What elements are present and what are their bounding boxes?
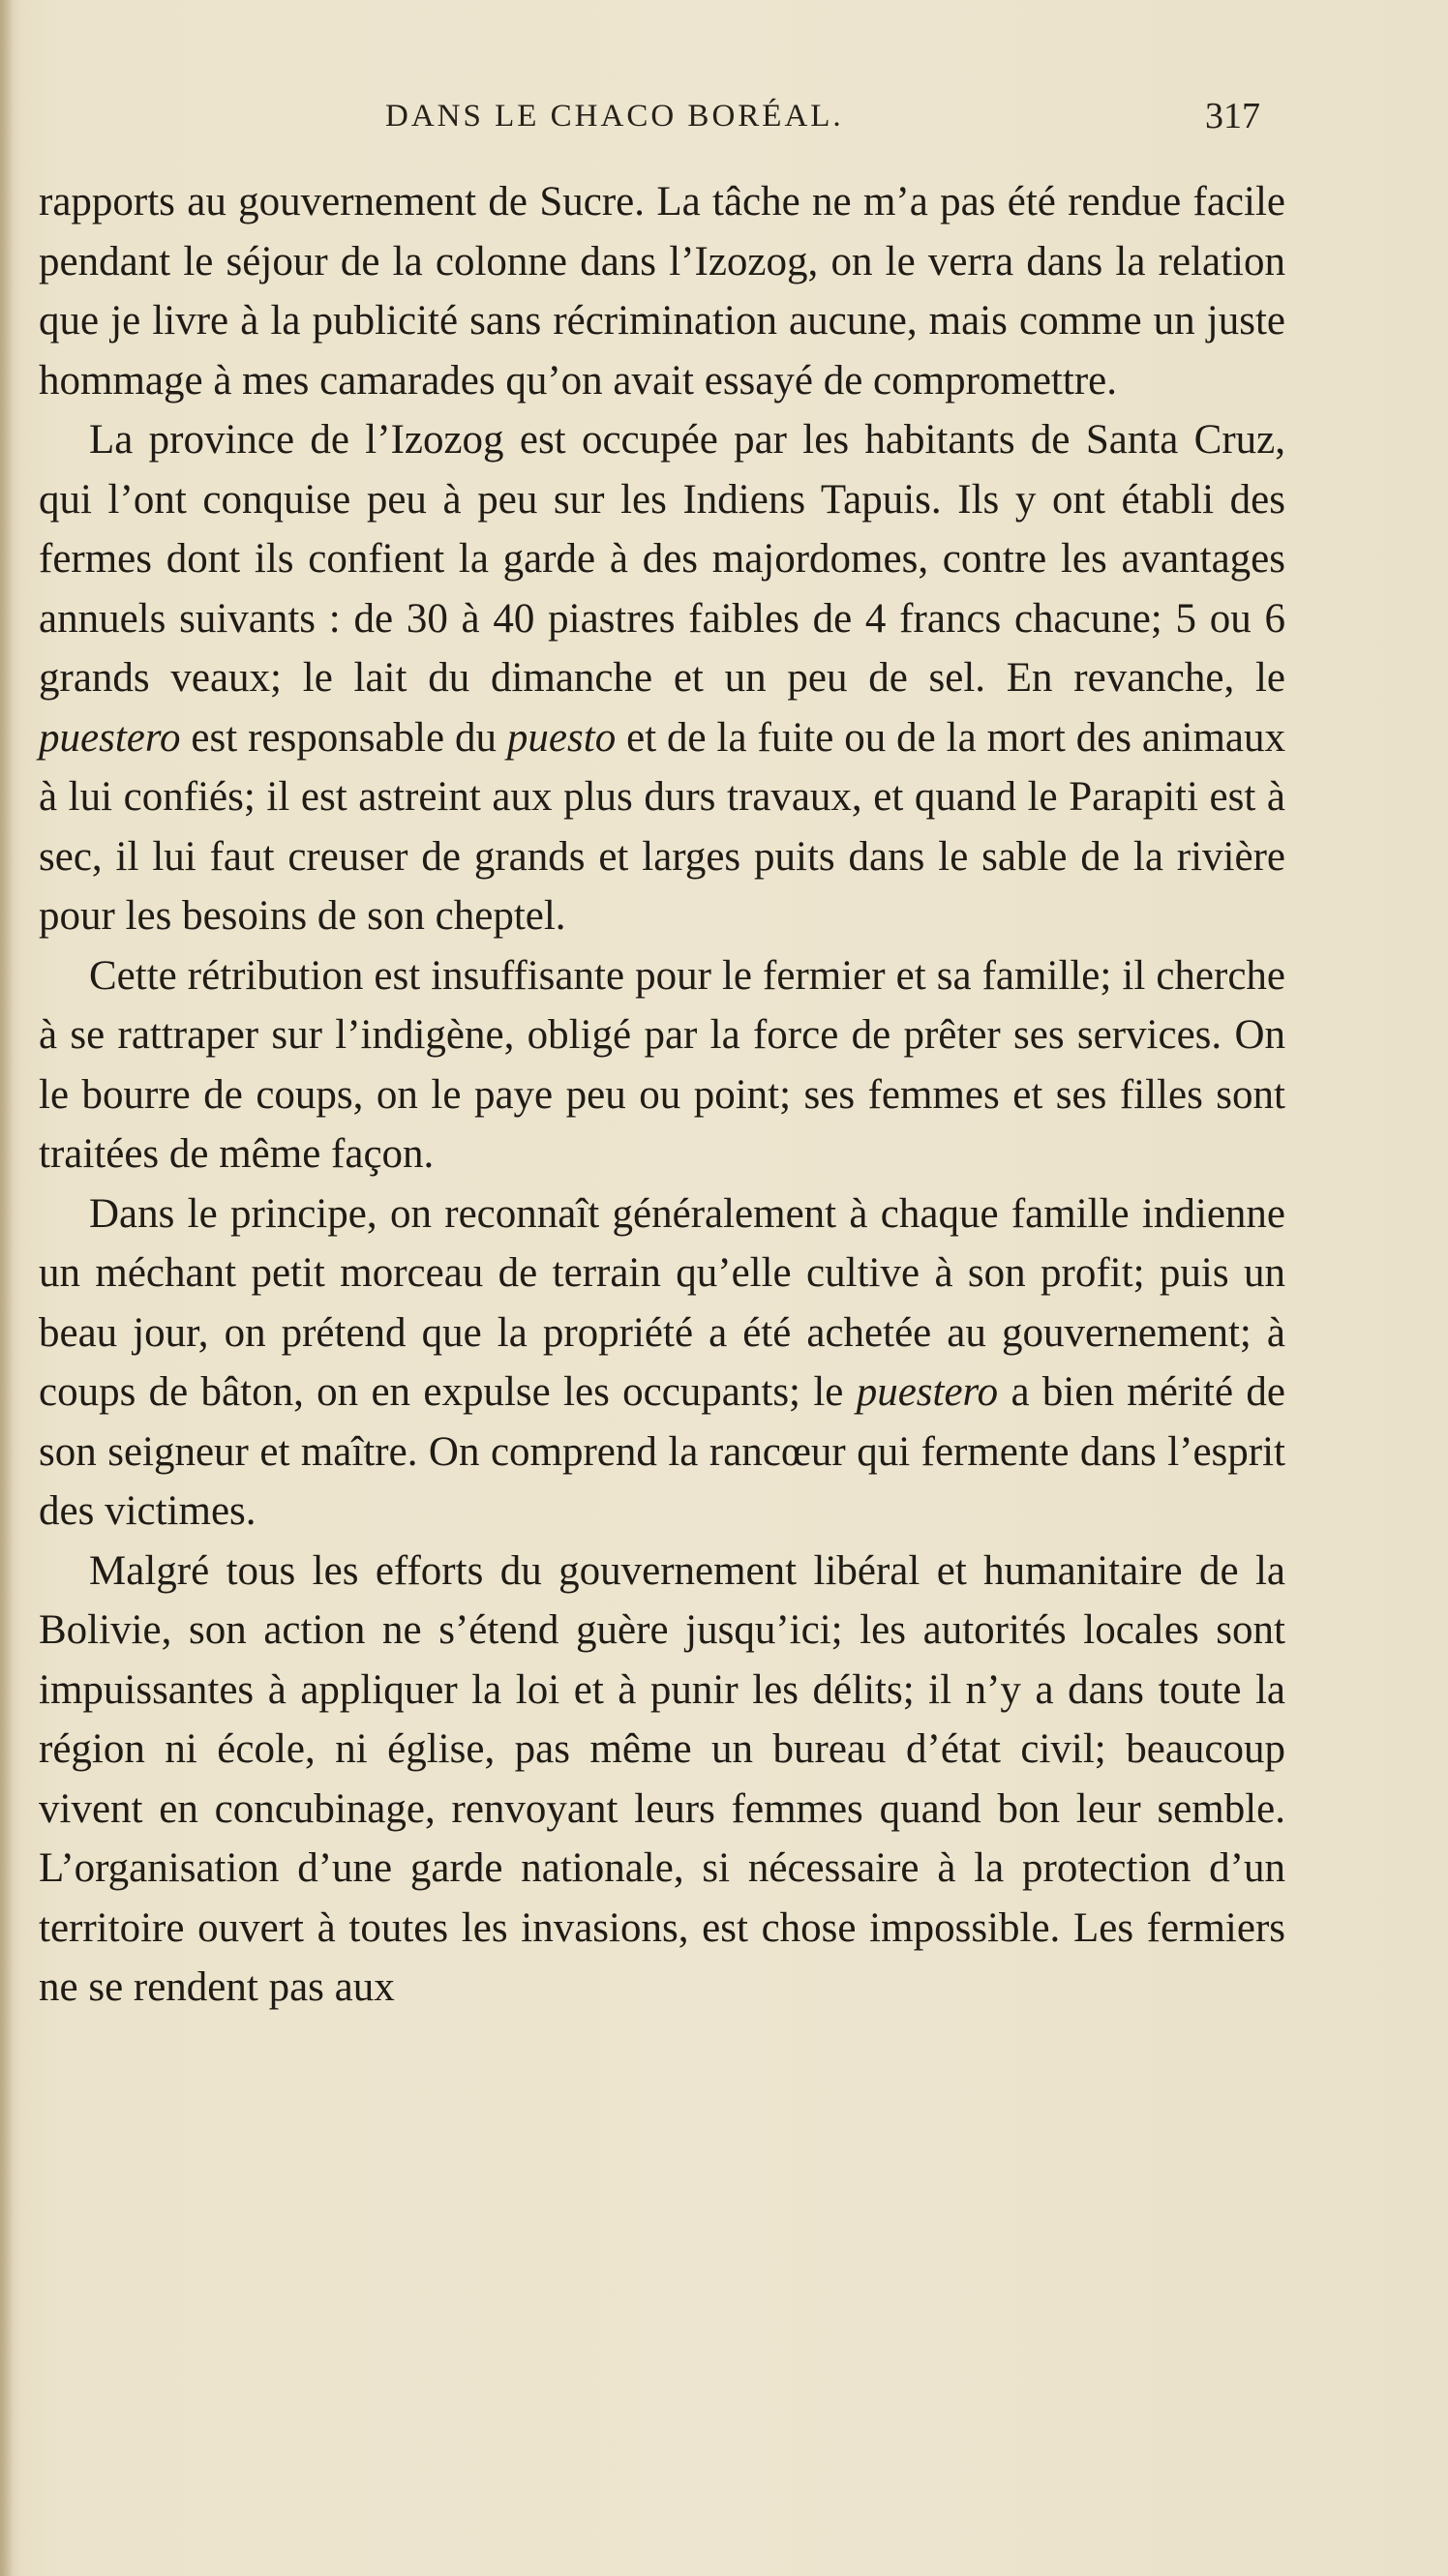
- page-number: 317: [1205, 96, 1260, 136]
- text-run: a bien mérité de son seigneur et maître. On comprend la rancœur qui fermente dans l’esprit des victimes.: [39, 1369, 1285, 1534]
- paragraph: [39, 946, 1285, 1184]
- binding-shadow: [0, 0, 14, 2576]
- text-run: Cette rétribution est insuffisante pour le fermier et sa famille; il cherche à se rattraper sur l’indigène, obligé par la force de prêter ses services. On le bourre de coups, on le paye peu ou point; ses femmes et ses filles sont traitées de même façon.: [39, 952, 1285, 1177]
- text-run: Dans le principe, on reconnaît généralement à chaque famille indienne un méchant petit morceau de terrain qu’elle cultive à son profit; puis un beau jour, on prétend que la propriété a été achetée au gouvernement; à coups de bâton, on en expulse les occupants; le: [39, 1190, 1285, 1415]
- text-run: La province de l’Izozog est occupée par les habitants de Santa Cruz, qui l’ont conquise peu à peu sur les Indiens Tapuis. Ils y ont établi des fermes dont ils confient la garde à des majordomes, contre les avantages annuels suivants : de 30 à 40 piastres faibles de 4 francs chacune; 5 ou 6 grands veaux; le lait du dimanche et un peu de sel. En revanche, le: [39, 417, 1285, 701]
- text-run: et de la fuite ou de la mort des animaux à lui confiés; il est astreint aux plus durs travaux, et quand le Parapiti est à sec, il lui faut creuser de grands et larges puits dans le sable de la rivière pour les besoins de son cheptel.: [39, 714, 1285, 939]
- body-text: [39, 172, 1285, 2018]
- italic-term: puesto: [506, 714, 617, 761]
- paragraph: [39, 172, 1285, 410]
- paragraph: [39, 1542, 1285, 2018]
- text-run: est responsable du: [180, 714, 507, 761]
- running-head: DANS LE CHACO BORÉAL.: [385, 99, 844, 134]
- text-run: rapports au gouvernement de Sucre. La tâche ne m’a pas été rendue facile pendant le séjour de la colonne dans l’Izozog, on le verra dans la relation que je livre à la publicité sans récrimination aucune, mais comme un juste hommage à mes camarades qu’on avait essayé de compromettre.: [39, 179, 1285, 404]
- page-header: [0, 89, 1448, 147]
- italic-term: puestero: [39, 714, 181, 761]
- paragraph: [39, 410, 1285, 946]
- text-run: Malgré tous les efforts du gouvernement libéral et humanitaire de la Bolivie, son action ne s’étend guère jusqu’ici; les autorités locales sont impuissantes à appliquer la loi et à punir les délits; il n’y a dans toute la région ni école, ni église, pas même un bureau d’état civil; beaucoup vivent en concubinage, renvoyant leurs femmes quand bon leur semble. L’organisation d’une garde nationale, si nécessaire à la protection d’un territoire ouvert à toutes les invasions, est chose impossible. Les fermiers ne se rendent pas aux: [39, 1547, 1285, 2010]
- italic-term: puestero: [856, 1369, 999, 1415]
- paragraph: [39, 1184, 1285, 1542]
